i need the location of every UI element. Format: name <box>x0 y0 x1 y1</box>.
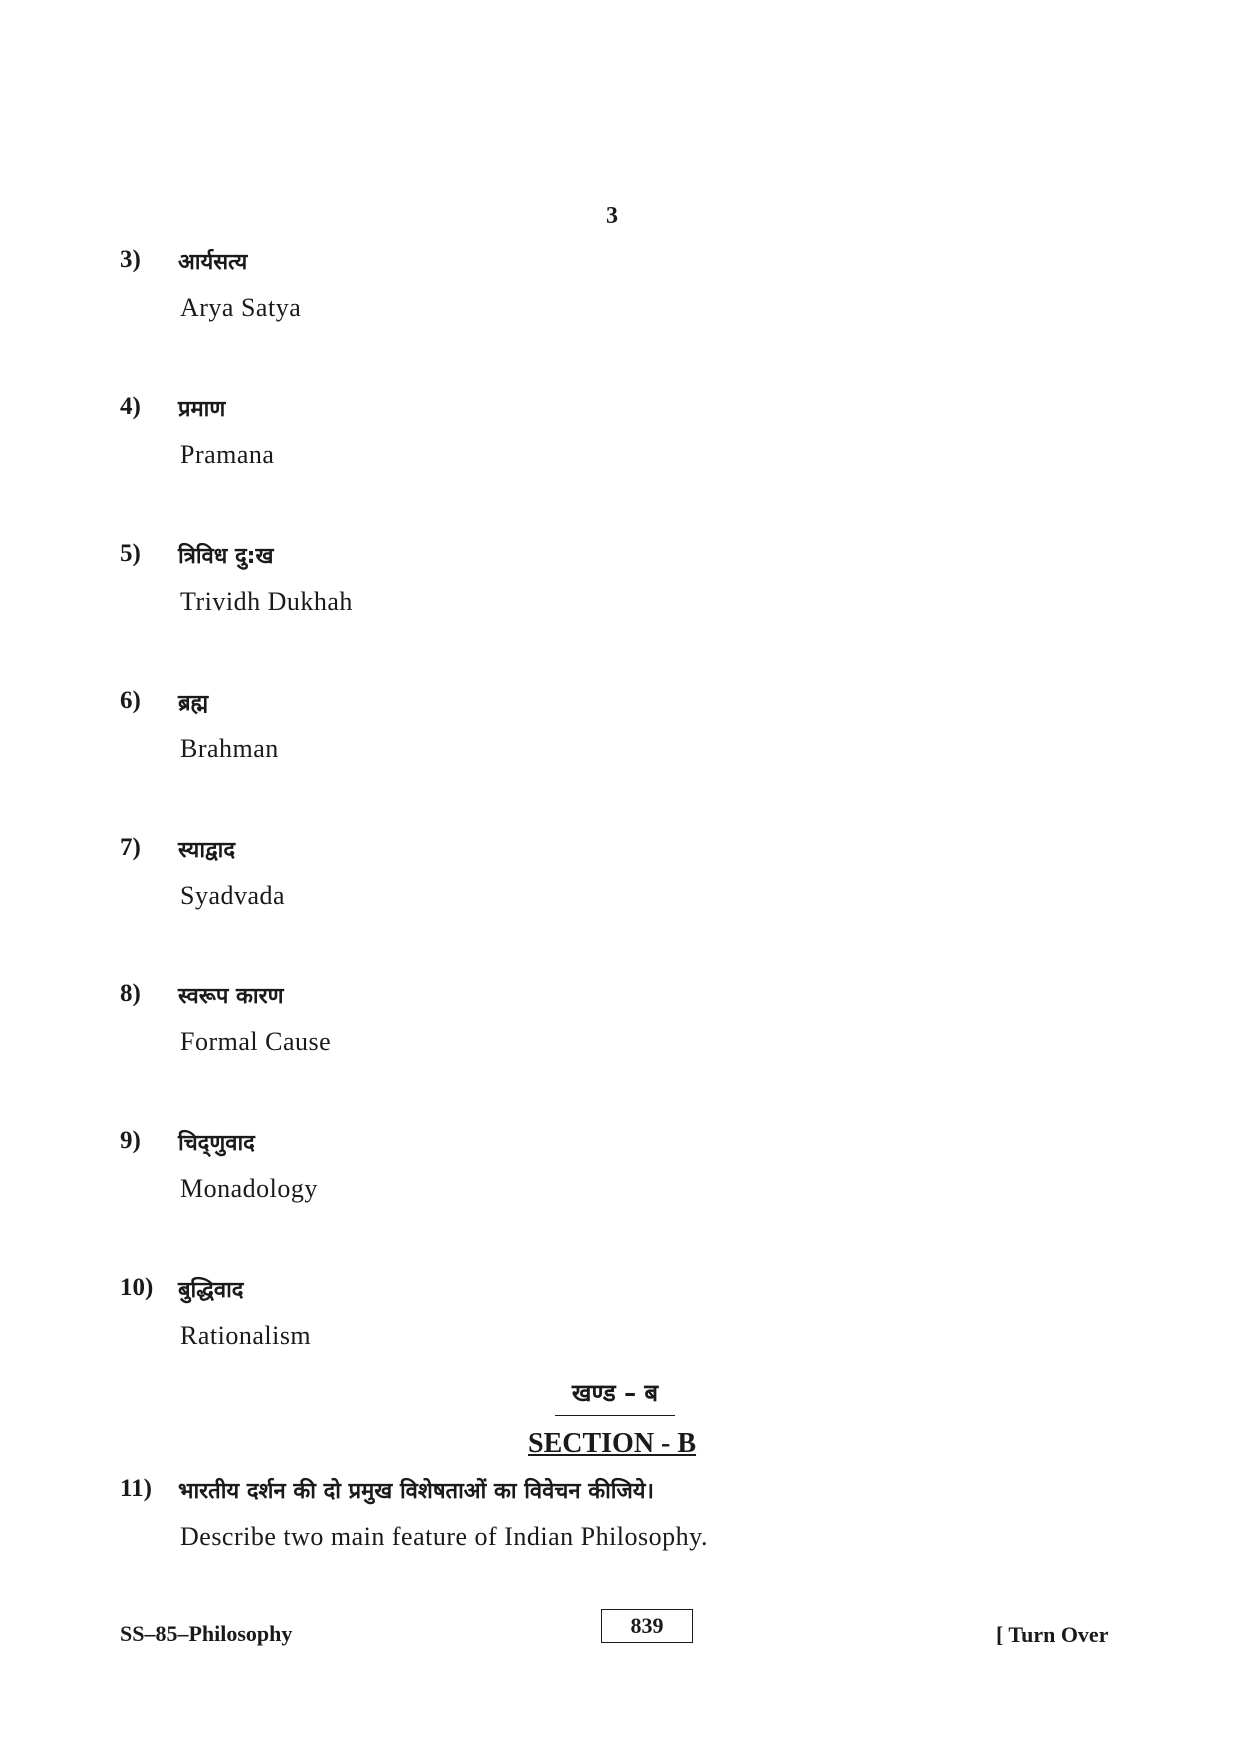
question-english-text: Brahman <box>180 734 279 763</box>
question-english-text: Formal Cause <box>180 1027 332 1056</box>
question-hindi-text: स्वरूप कारण <box>178 984 284 1009</box>
question-hindi-text: ब्रह्म <box>178 691 209 716</box>
question-number: 11) <box>120 1475 152 1502</box>
page-number: 3 <box>606 203 618 229</box>
question-hindi-text: भारतीय दर्शन की दो प्रमुख विशेषताओं का विवेचन कीजिये। <box>178 1479 654 1504</box>
question-english-text: Rationalism <box>180 1321 312 1350</box>
question-number: 5) <box>120 540 141 567</box>
question-english-text: Trividh Dukhah <box>180 587 353 616</box>
question-english-text: Pramana <box>180 440 275 469</box>
footer-page-code-box: 839 <box>601 1609 693 1643</box>
question-hindi-text: बुद्धिवाद <box>178 1278 244 1303</box>
footer-paper-code: SS–85–Philosophy <box>120 1621 293 1646</box>
question-english-text: Describe two main feature of Indian Philosophy. <box>180 1522 708 1551</box>
question-hindi-text: स्याद्वाद <box>178 838 236 863</box>
question-number: 10) <box>120 1274 154 1301</box>
question-hindi-text: चिद्णुवाद <box>178 1131 255 1156</box>
footer-turn-over: [ Turn Over <box>996 1622 1109 1647</box>
question-english-text: Syadvada <box>180 881 286 910</box>
section-heading: SECTION - B <box>528 1428 697 1459</box>
section-heading-hindi: खण्ड – ब <box>555 1376 675 1416</box>
question-number: 9) <box>120 1127 141 1154</box>
question-number: 7) <box>120 834 141 861</box>
question-number: 6) <box>120 687 141 714</box>
question-hindi-text: आर्यसत्य <box>178 250 248 275</box>
question-english-text: Arya Satya <box>180 293 302 322</box>
question-hindi-text: त्रिविध दु:ख <box>178 544 274 569</box>
question-number: 8) <box>120 980 141 1007</box>
question-number: 3) <box>120 246 141 273</box>
question-hindi-text: प्रमाण <box>178 397 226 422</box>
question-number: 4) <box>120 393 141 420</box>
question-english-text: Monadology <box>180 1174 318 1203</box>
